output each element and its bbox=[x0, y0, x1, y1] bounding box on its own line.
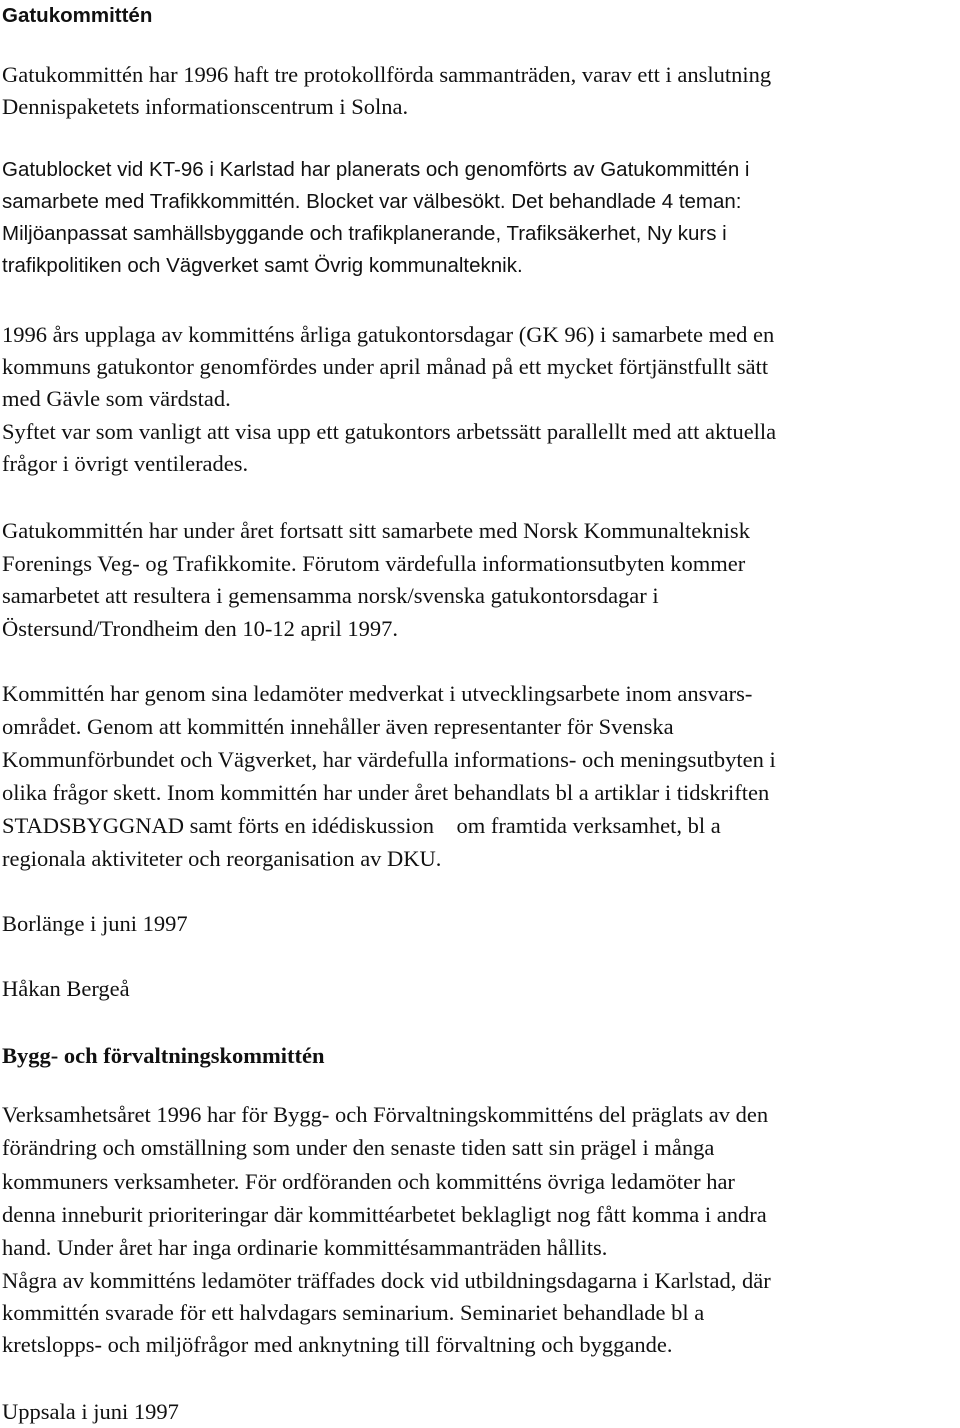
text-line: Dennispaketets informationscentrum i Solna. bbox=[2, 94, 409, 119]
text-line: trafikpolitiken och Vägverket samt Övrig kommunalteknik. bbox=[2, 254, 523, 277]
text-line: denna inneburit prioriteringar där kommittéarbetet beklagligt nog fått komma i andra bbox=[2, 1202, 767, 1227]
text-line: olika frågor skett. Inom kommittén har under året behandlats bl a artiklar i tidskriften bbox=[2, 780, 770, 805]
place-date: Uppsala i juni 1997 bbox=[2, 1399, 179, 1424]
text-line: Verksamhetsåret 1996 har för Bygg- och Förvaltningskommitténs del präglats av den bbox=[2, 1102, 769, 1127]
text-line: Kommittén har genom sina ledamöter medverkat i utvecklingsarbete inom ansvars- bbox=[2, 681, 753, 706]
text-line: Gatublocket vid KT-96 i Karlstad har planerats och genomförts av Gatukommittén i bbox=[2, 158, 750, 181]
text-line: Syftet var som vanligt att visa upp ett gatukontors arbetssätt parallellt med att aktuella bbox=[2, 419, 777, 444]
text-line: regionala aktiviteter och reorganisation av DKU. bbox=[2, 846, 442, 871]
text-line: med Gävle som värdstad. bbox=[2, 386, 231, 411]
text-line: Kommunförbundet och Vägverket, har värdefulla informations- och meningsutbyten i bbox=[2, 747, 776, 772]
text-line: Några av kommitténs ledamöter träffades dock vid utbildningsdagarna i Karlstad, där bbox=[2, 1268, 771, 1293]
text-line: kommittén svarade för ett halvdagars seminarium. Seminariet behandlade bl a bbox=[2, 1300, 705, 1325]
text-line: frågor i övrigt ventilerades. bbox=[2, 451, 249, 476]
text-line: Forenings Veg- og Trafikkomite. Förutom värdefulla informationsutbyten kommer bbox=[2, 551, 746, 576]
text-line: Gatukommittén har under året fortsatt sitt samarbete med Norsk Kommunalteknisk bbox=[2, 518, 750, 543]
text-line: Gatukommittén har 1996 haft tre protokollförda sammanträden, varav ett i anslutning bbox=[2, 62, 772, 87]
section-heading-gatukommitten: Gatukommittén bbox=[2, 4, 153, 27]
signature: Håkan Bergeå bbox=[2, 976, 130, 1001]
text-line: samarbetet att resultera i gemensamma norsk/svenska gatukontorsdagar i bbox=[2, 583, 659, 608]
text-line: området. Genom att kommittén innehåller även representanter för Svenska bbox=[2, 714, 674, 739]
text-line: kommuners verksamheter. För ordföranden och kommitténs övriga ledamöter har bbox=[2, 1169, 735, 1194]
text-line: kretslopps- och miljöfrågor med anknytning till förvaltning och byggande. bbox=[2, 1332, 673, 1357]
text-line: 1996 års upplaga av kommitténs årliga gatukontorsdagar (GK 96) i samarbete med en bbox=[2, 322, 775, 347]
text-line: kommuns gatukontor genomfördes under april månad på ett mycket förtjänstfullt sätt bbox=[2, 354, 769, 379]
text-line: Miljöanpassat samhällsbyggande och trafikplanerande, Trafiksäkerhet, Ny kurs i bbox=[2, 222, 727, 245]
text-line: Östersund/Trondheim den 10-12 april 1997. bbox=[2, 616, 399, 641]
text-line: STADSBYGGNAD samt förts en idédiskussion om framtida verksamhet, bl a bbox=[2, 813, 721, 838]
text-line: samarbete med Trafikkommittén. Blocket var välbesökt. Det behandlade 4 teman: bbox=[2, 190, 742, 213]
section-heading-bygg: Bygg- och förvaltningskommittén bbox=[2, 1043, 325, 1068]
text-line: hand. Under året har inga ordinarie kommittésammanträden hållits. bbox=[2, 1235, 608, 1260]
text-line: förändring och omställning som under den senaste tiden satt sin prägel i många bbox=[2, 1135, 715, 1160]
place-date: Borlänge i juni 1997 bbox=[2, 911, 188, 936]
